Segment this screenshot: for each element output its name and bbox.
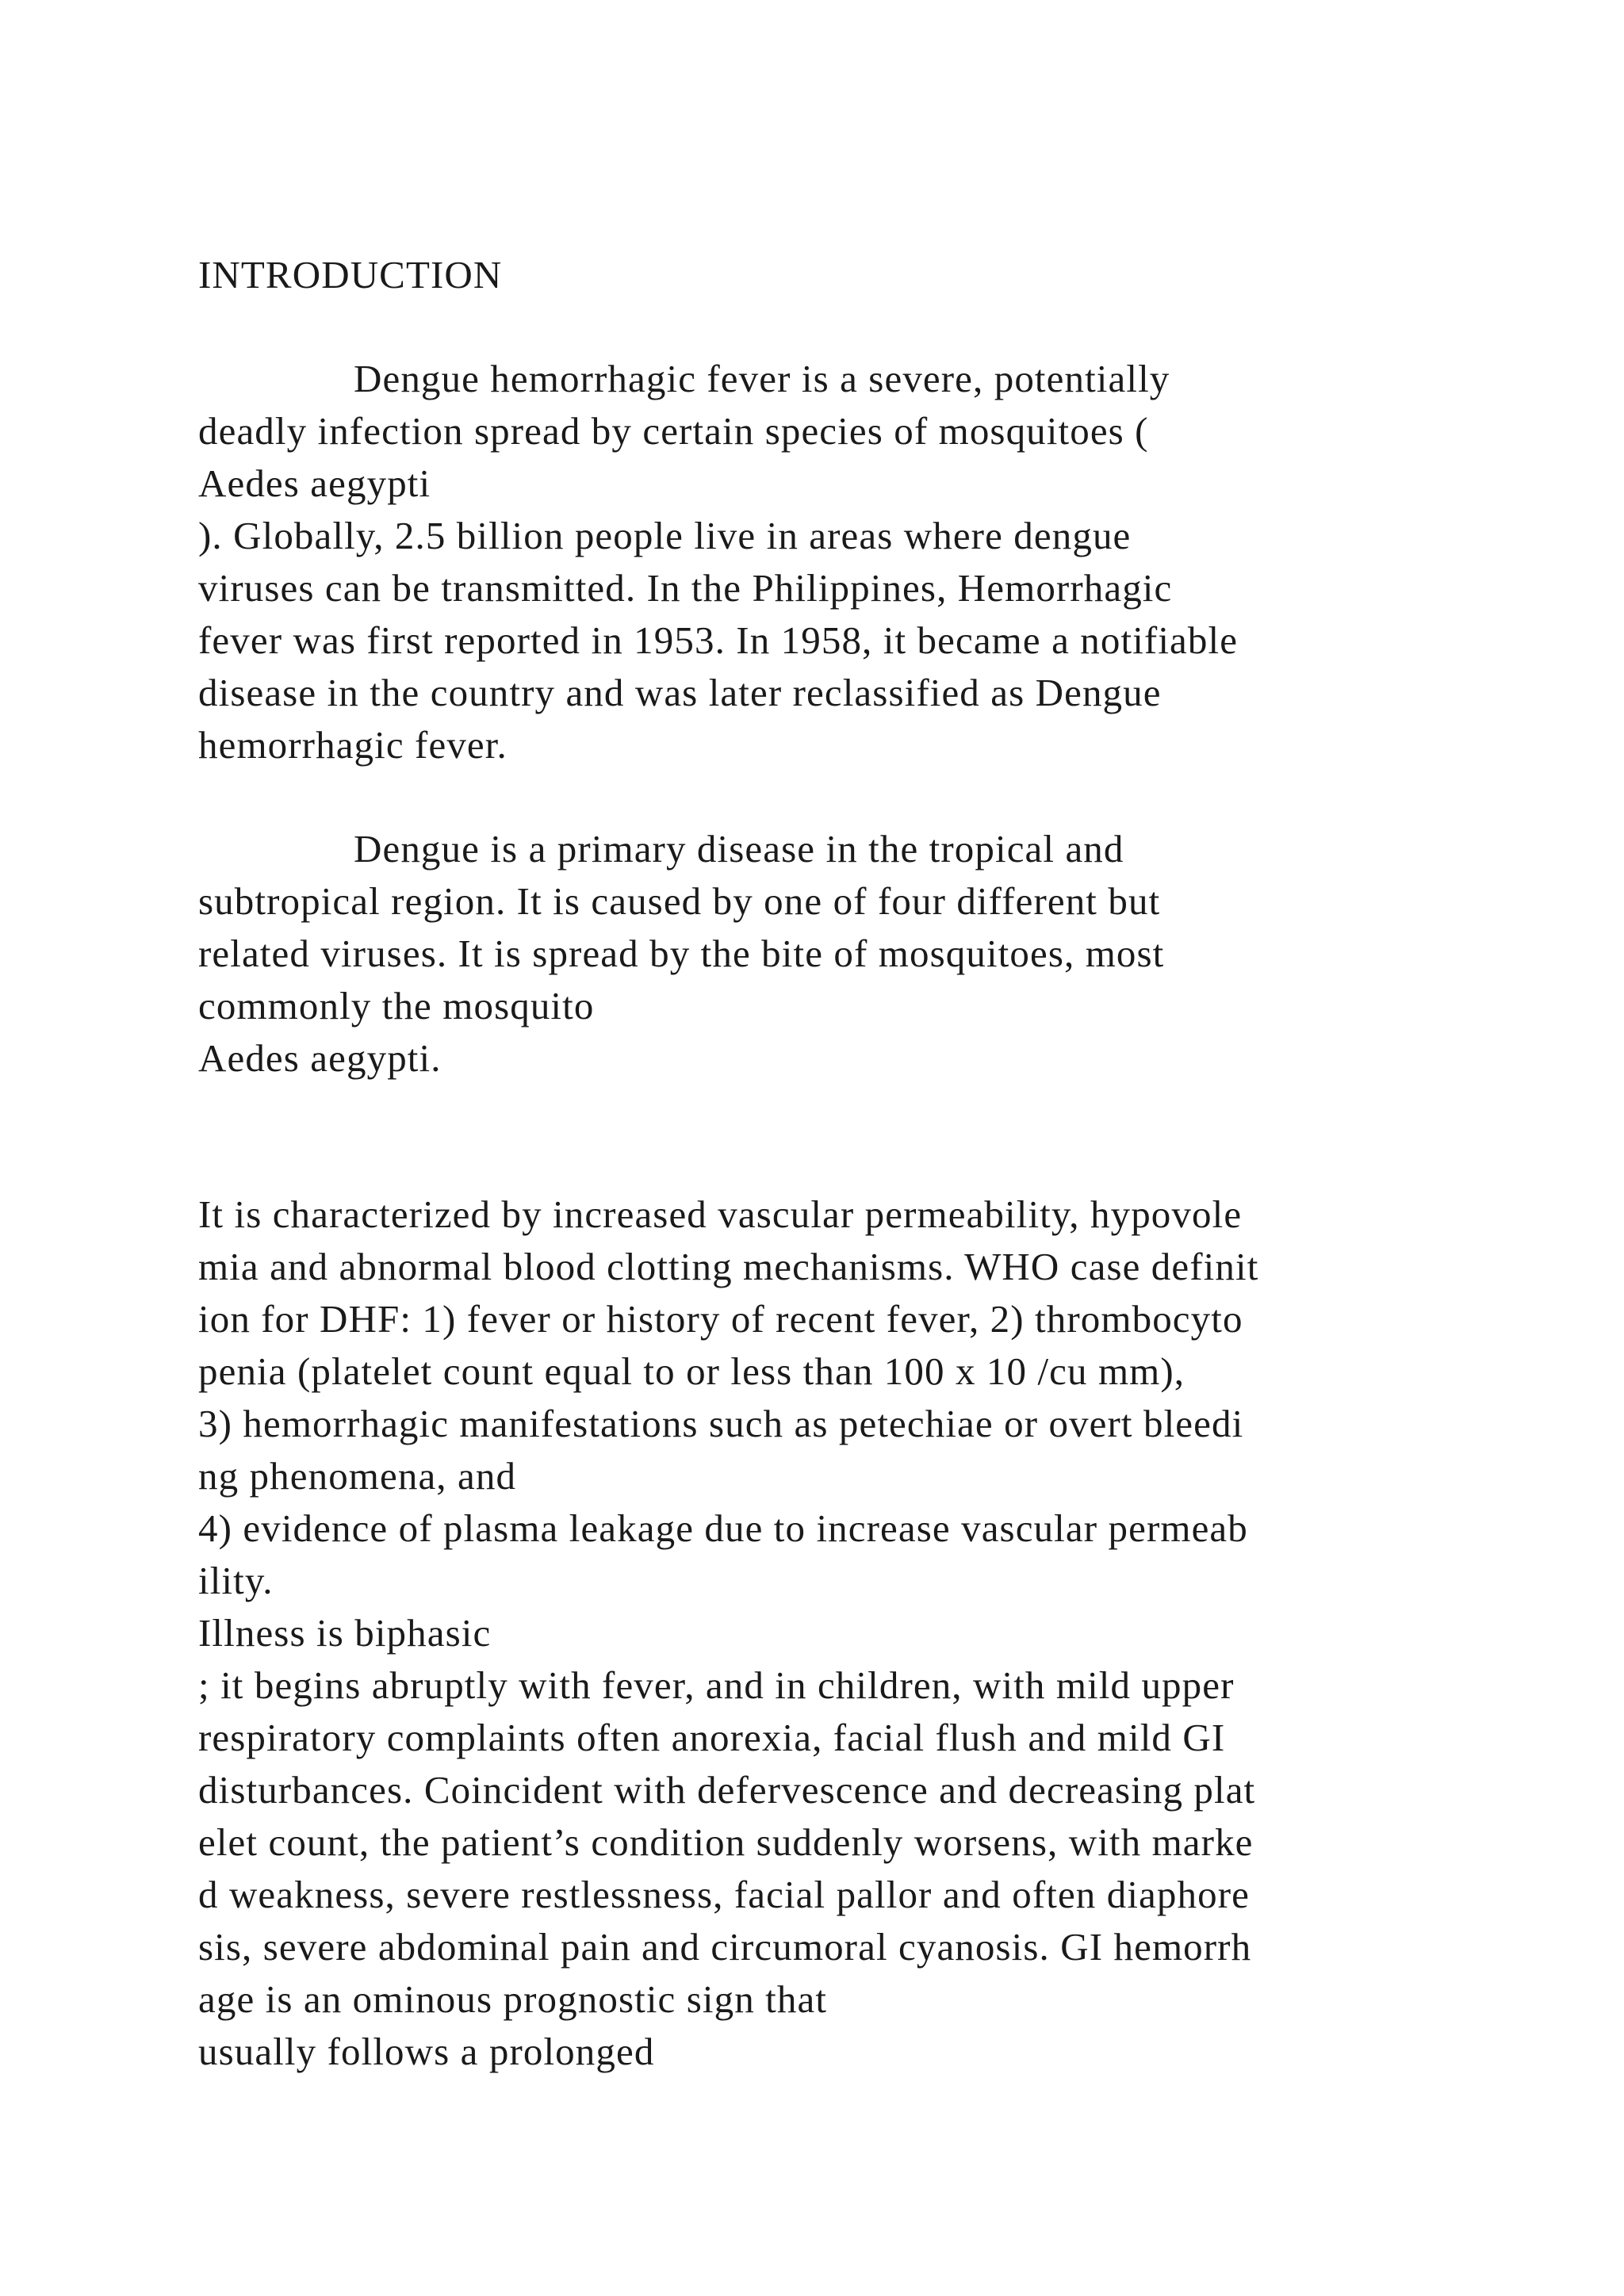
text-line: disease in the country and was later reclassified as Dengue [198, 671, 1162, 714]
text-line: ; it begins abruptly with fever, and in children, with mild upper [198, 1663, 1235, 1707]
text-line: usually follows a prolonged [198, 2030, 655, 2073]
text-line: subtropical region. It is caused by one of four different but [198, 879, 1161, 923]
text-line: viruses can be transmitted. In the Philippines, Hemorrhagic [198, 566, 1173, 610]
text-line: deadly infection spread by certain species of mosquitoes ( [198, 409, 1149, 453]
text-line: penia (platelet count equal to or less than 100 x 10 /cu mm), [198, 1349, 1185, 1393]
text-line: fever was first reported in 1953. In 1958, it became a notifiable [198, 618, 1239, 662]
text-line: respiratory complaints often anorexia, facial flush and mild GI [198, 1716, 1226, 1759]
text-line: mia and abnormal blood clotting mechanisms. WHO case definit [198, 1245, 1259, 1288]
text-line: 3) hemorrhagic manifestations such as petechiae or overt bleedi [198, 1402, 1244, 1445]
text-line: commonly the mosquito [198, 984, 595, 1027]
text-line: Aedes aegypti. [198, 1036, 442, 1080]
text-line: Dengue is a primary disease in the tropical and [354, 827, 1124, 871]
text-line: ility. [198, 1559, 274, 1602]
text-line: Illness is biphasic [198, 1611, 492, 1655]
text-line: sis, severe abdominal pain and circumoral cyanosis. GI hemorrh [198, 1925, 1252, 1969]
text-line: Aedes aegypti [198, 461, 431, 505]
text-line: It is characterized by increased vascular permeability, hypovole [198, 1192, 1243, 1236]
text-line: Dengue hemorrhagic fever is a severe, potentially [354, 357, 1170, 400]
text-line: d weakness, severe restlessness, facial pallor and often diaphore [198, 1873, 1250, 1916]
text-line: disturbances. Coincident with defervescence and decreasing plat [198, 1768, 1256, 1812]
text-line: ion for DHF: 1) fever or history of recent fever, 2) thrombocyto [198, 1297, 1243, 1341]
text-line: elet count, the patient’s condition suddenly worsens, with marke [198, 1820, 1254, 1864]
text-line: ). Globally, 2.5 billion people live in areas where dengue [198, 514, 1132, 557]
section-heading: INTRODUCTION [198, 253, 503, 297]
text-line: related viruses. It is spread by the bite of mosquitoes, most [198, 932, 1165, 975]
text-line: 4) evidence of plasma leakage due to increase vascular permeab [198, 1506, 1248, 1550]
text-line: age is an ominous prognostic sign that [198, 1977, 828, 2021]
text-line: ng phenomena, and [198, 1454, 517, 1498]
text-line: hemorrhagic fever. [198, 723, 508, 767]
